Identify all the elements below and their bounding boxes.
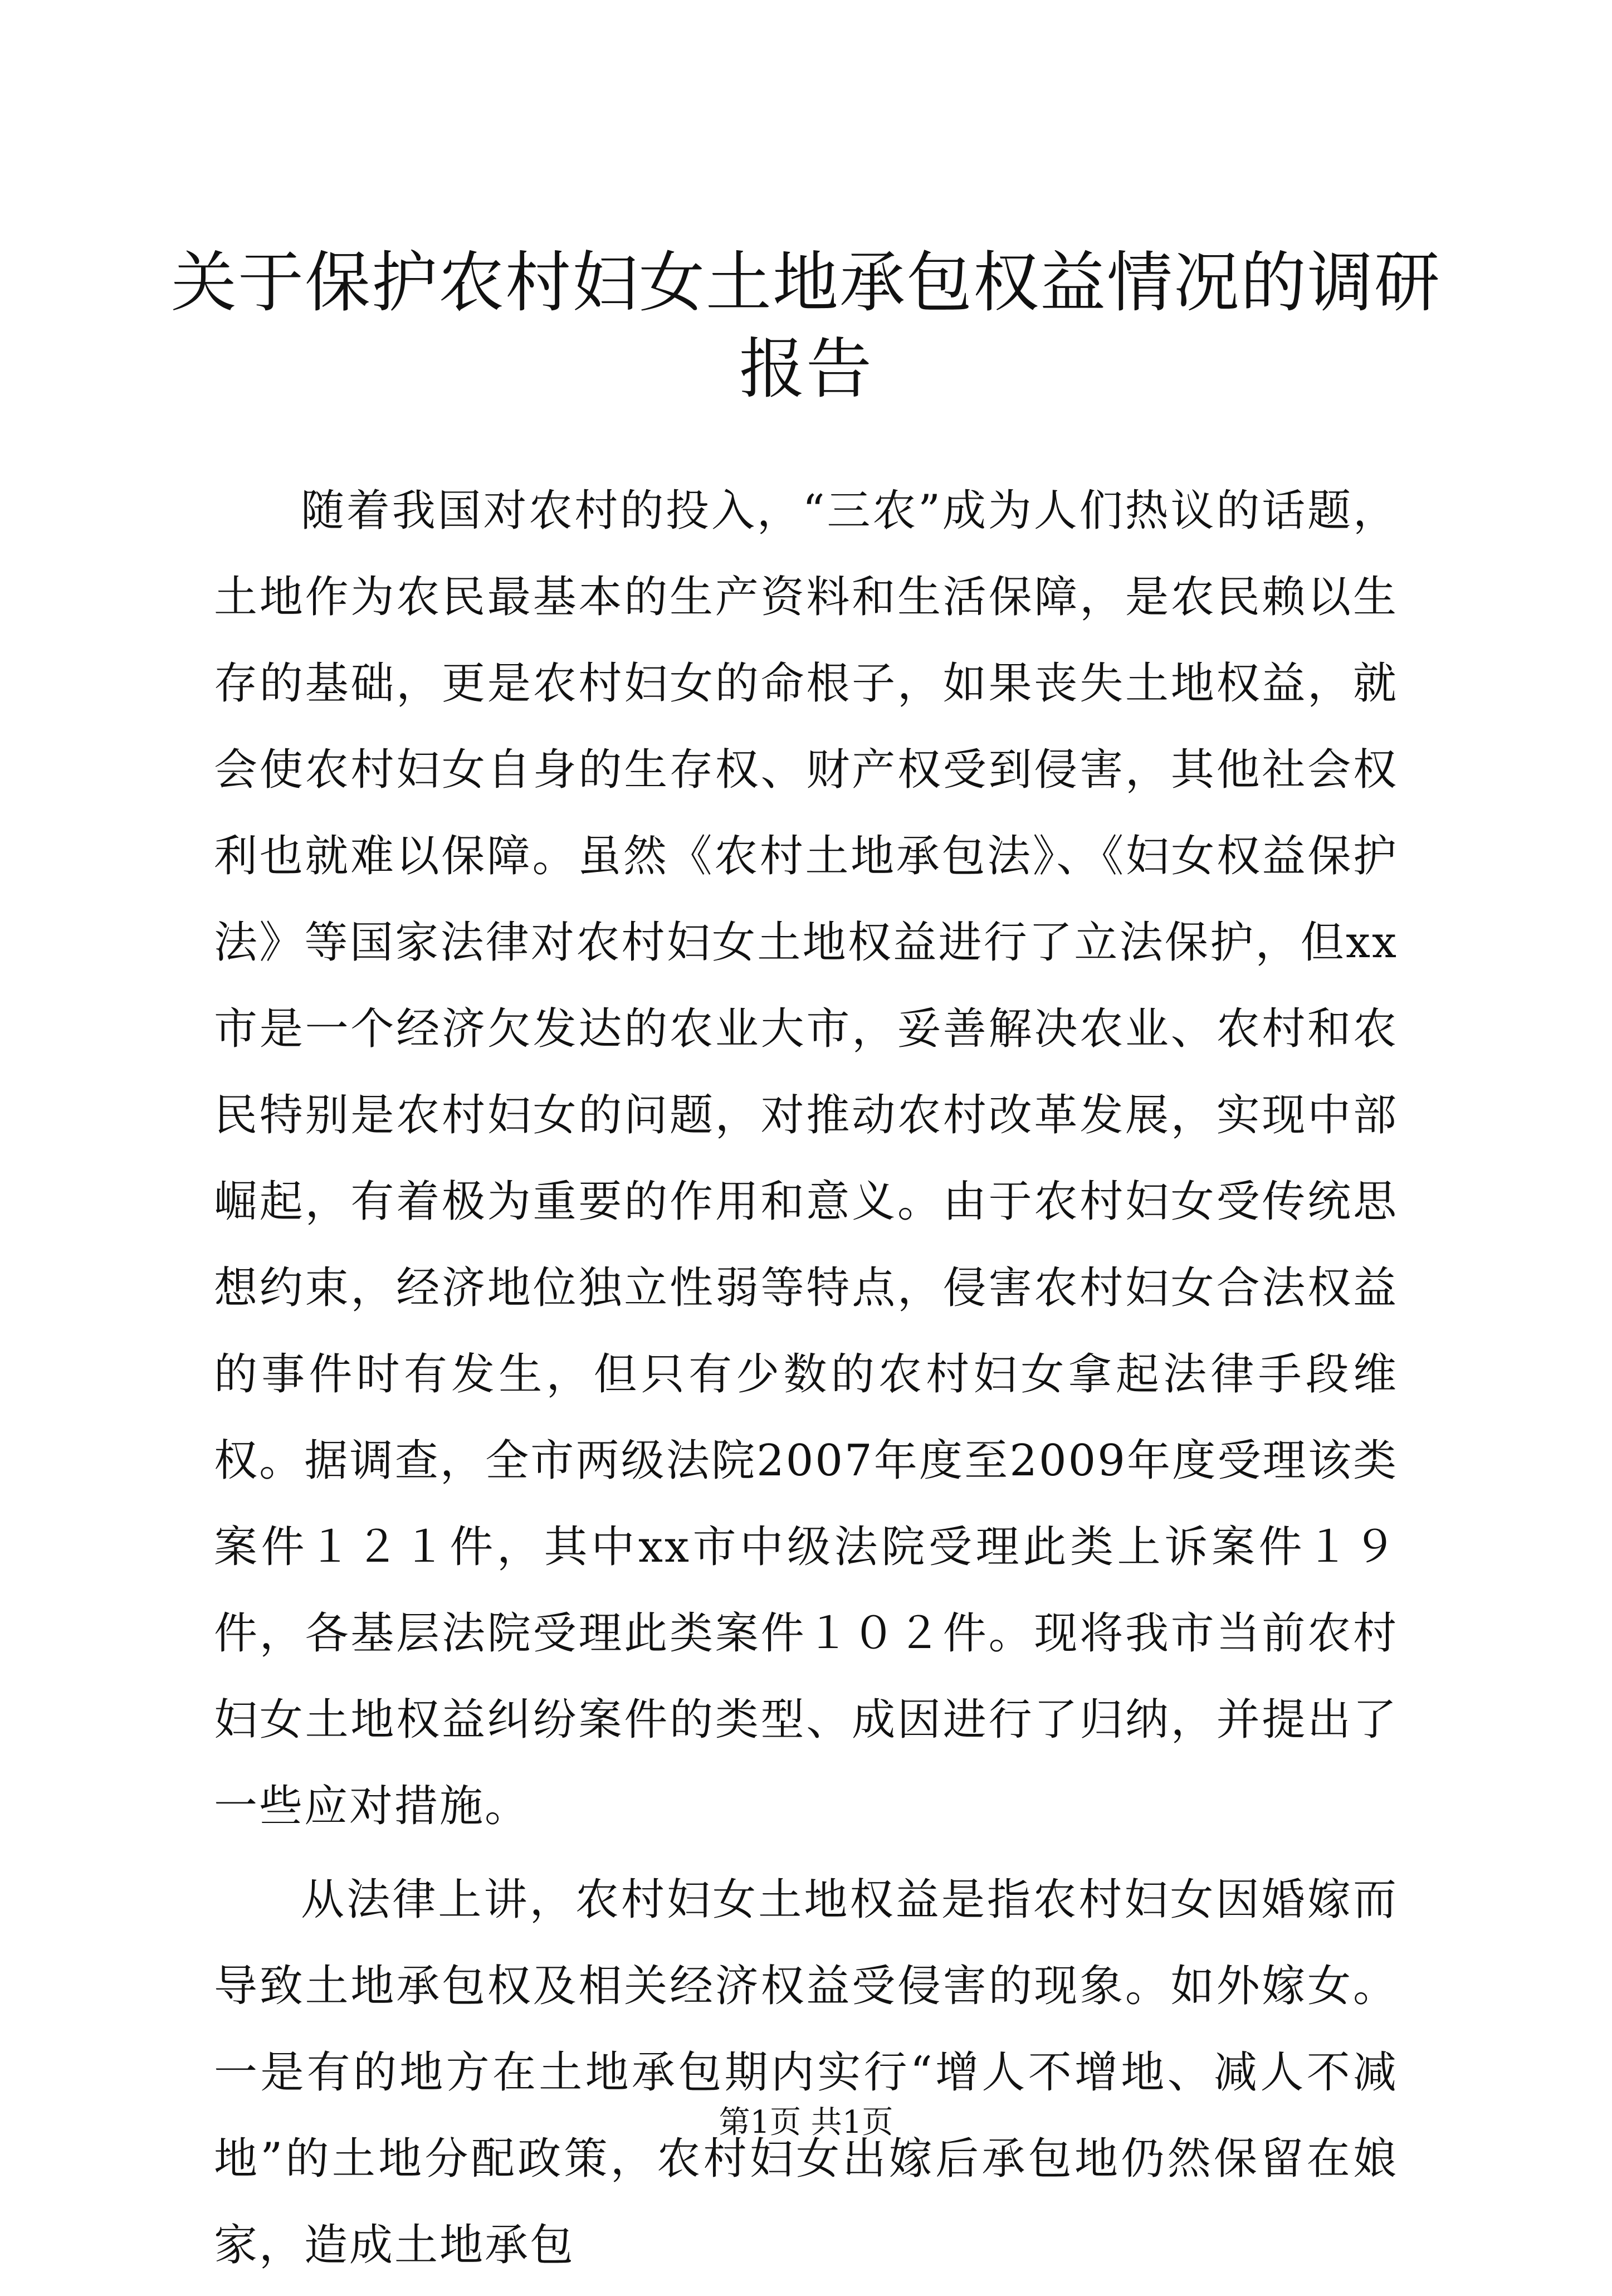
paragraph-1: 随着我国对农村的投入，“三农”成为人们热议的话题，土地作为农民最基本的生产资料和生活保障，是农民赖以生存的基础，更是农村妇女的命根子，如果丧失土地权益，就会使农村妇女自身的生存权、财产权受到侵害，其他社会权利也就难以保障。虽然《农村土地承包法》、《妇女权益保护法》等国家法律对农村妇女土地权益进行了立法保护，但xx市是一个经济欠发达的农业大市，妥善解决农业、农村和农民特别是农村妇女的问题，对推动农村改革发展，实现中部崛起，有着极为重要的作用和意义。由于农村妇女受传统思想约束，经济地位独立性弱等特点，侵害农村妇女合法权益的事件时有发生，但只有少数的农村妇女拿起法律手段维权。据调查，全市两级法院2007年度至2009年度受理该类案件１２１件，其中xx市中级法院受理此类上诉案件１９件，各基层法院受理此类案件１０２件。现将我市当前农村妇女土地权益纠纷案件的类型、成因进行了归纳，并提出了一些应对措施。 (214, 486, 1398, 1831)
document-body (214, 468, 1398, 2296)
page-footer: 第1页 共1页 (719, 2104, 893, 2141)
paragraph-2: 从法律上讲，农村妇女土地权益是指农村妇女因婚嫁而导致土地承包权及相关经济权益受侵害的现象。如外嫁女。一是有的地方在土地承包期内实行“增人不增地、减人不减地”的土地分配政策，农村妇女出嫁后承包地仍然保留在娘家，造成土地承包 (214, 1875, 1398, 2270)
document-title: 关于保护农村妇女土地承包权益情况的调研报告 (170, 244, 1441, 407)
